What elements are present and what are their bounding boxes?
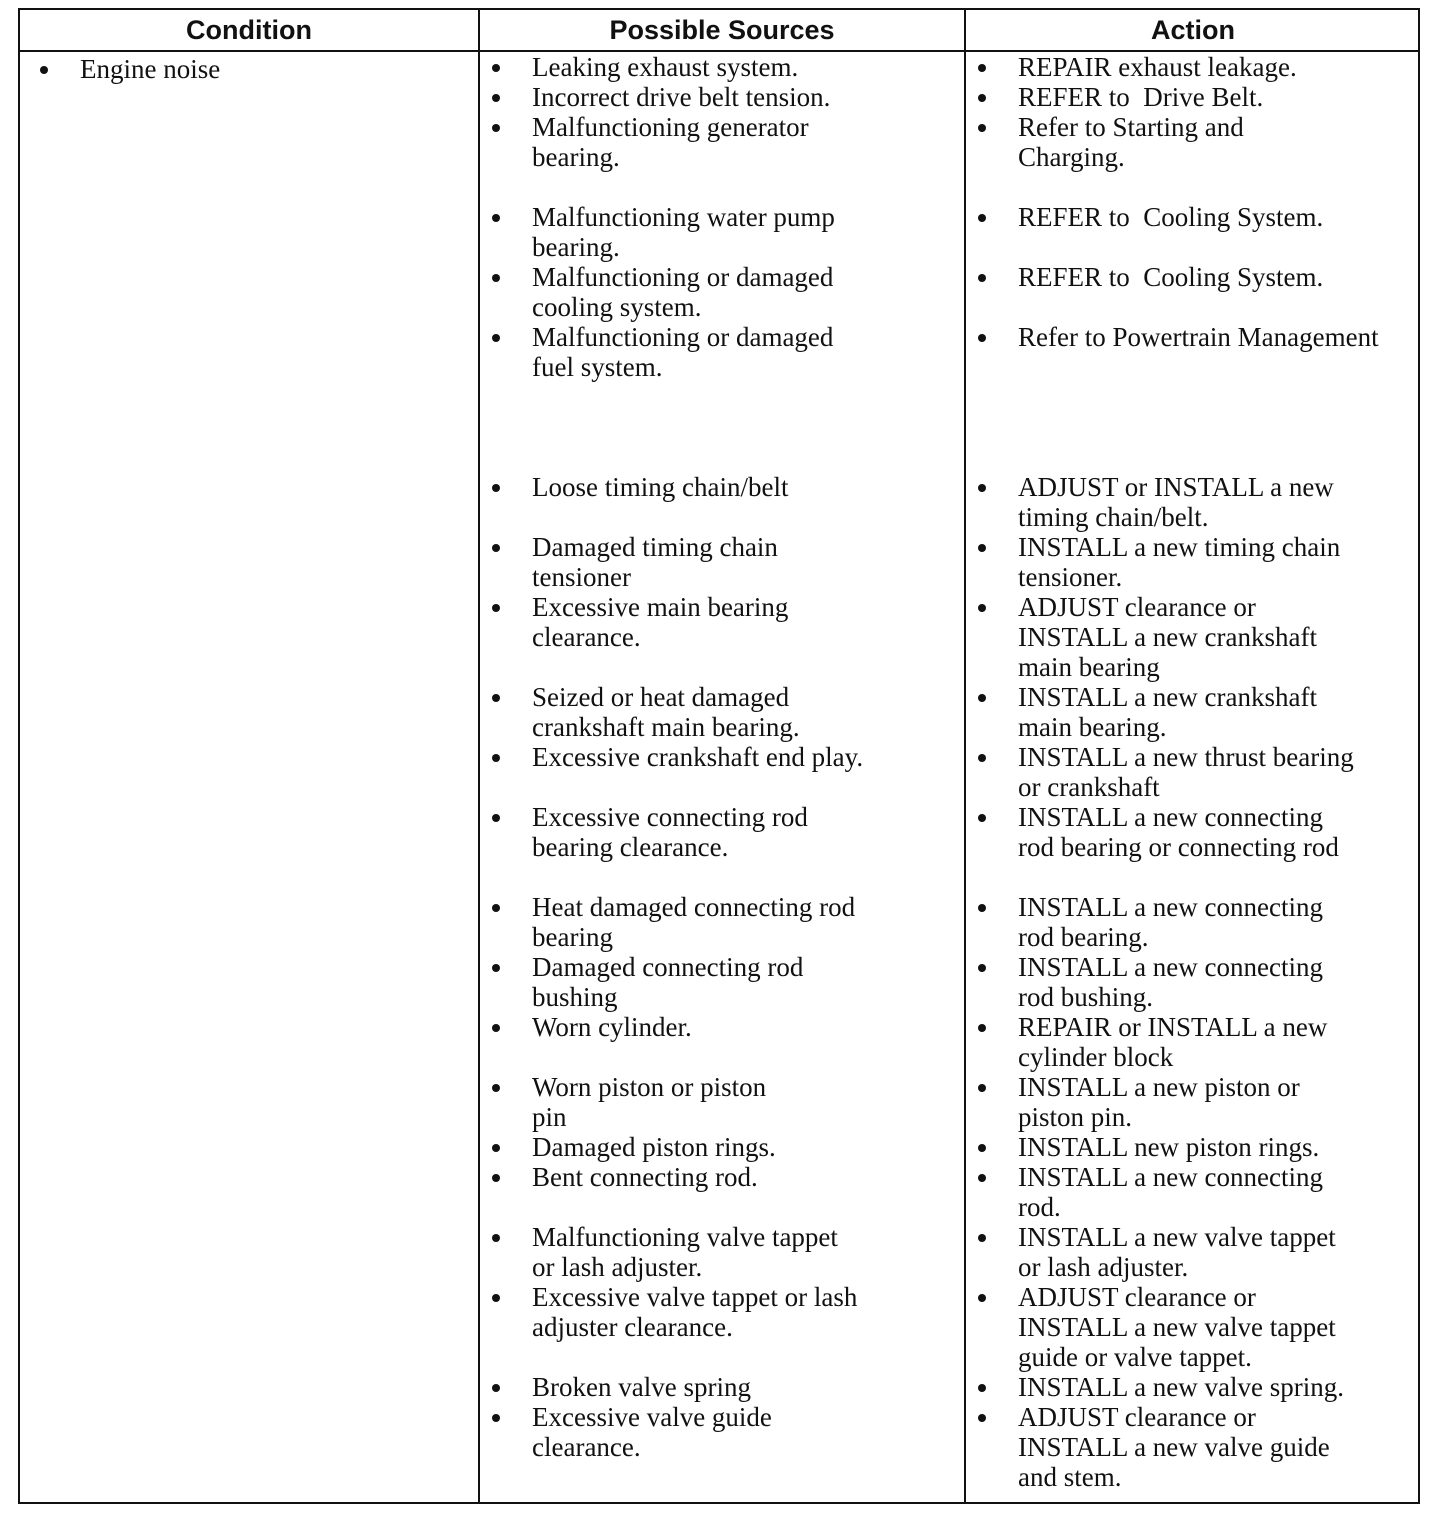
action-text: ADJUST or INSTALL a new timing chain/belt. [1018, 472, 1334, 532]
bullet-icon [492, 1084, 500, 1092]
source-text: Malfunctioning valve tappet or lash adjuster. [532, 1222, 838, 1282]
bullet-icon [978, 1024, 986, 1032]
action-text: INSTALL a new connecting rod bearing or connecting rod [1018, 802, 1339, 862]
bullet-icon [978, 904, 986, 912]
bullet-icon [492, 1384, 500, 1392]
source-text: Loose timing chain/belt [532, 472, 789, 502]
bullet-icon [492, 964, 500, 972]
bullet-icon [492, 814, 500, 822]
source-text: Incorrect drive belt tension. [532, 82, 831, 112]
action-text: ADJUST clearance or INSTALL a new valve tappet guide or valve tappet. [1018, 1282, 1336, 1372]
source-text: Damaged timing chain tensioner [532, 532, 778, 592]
bullet-icon [978, 694, 986, 702]
condition-text: Engine noise [80, 54, 221, 84]
bullet-icon [492, 124, 500, 132]
bullet-icon [492, 544, 500, 552]
action-text: INSTALL new piston rings. [1018, 1132, 1320, 1162]
source-text: Malfunctioning or damaged fuel system. [532, 322, 834, 382]
bullet-icon [978, 334, 986, 342]
bullet-icon [978, 214, 986, 222]
bullet-icon [978, 1294, 986, 1302]
bullet-icon [492, 64, 500, 72]
bullet-icon [978, 64, 986, 72]
action-text: INSTALL a new piston or piston pin. [1018, 1072, 1300, 1132]
source-text: Malfunctioning or damaged cooling system. [532, 262, 834, 322]
action-text: REFER to Drive Belt. [1018, 82, 1264, 112]
bullet-icon [492, 1144, 500, 1152]
action-text: REFER to Cooling System. [1018, 202, 1324, 232]
header-possible-sources: Possible Sources [609, 14, 835, 45]
action-text: INSTALL a new crankshaft main bearing. [1018, 682, 1317, 742]
source-text: Damaged piston rings. [532, 1132, 776, 1162]
bullet-icon [978, 274, 986, 282]
bullet-icon [492, 334, 500, 342]
source-text: Excessive crankshaft end play. [532, 742, 864, 772]
action-text: INSTALL a new thrust bearing or crankshaft [1018, 742, 1354, 802]
bullet-icon [492, 1294, 500, 1302]
bullet-icon [492, 1414, 500, 1422]
action-text: ADJUST clearance or INSTALL a new crankshaft main bearing [1018, 592, 1317, 682]
action-text: INSTALL a new connecting rod bearing. [1018, 892, 1323, 952]
action-text: INSTALL a new connecting rod. [1018, 1162, 1323, 1222]
source-text: Seized or heat damaged crankshaft main bearing. [532, 682, 800, 742]
action-text: Refer to Starting and Charging. [1018, 112, 1244, 172]
source-text: Malfunctioning water pump bearing. [532, 202, 835, 262]
bullet-icon [492, 94, 500, 102]
bullet-icon [978, 544, 986, 552]
column-divider [478, 10, 480, 1502]
bullet-icon [978, 1414, 986, 1422]
header-action: Action [1151, 14, 1235, 45]
source-text: Excessive connecting rod bearing clearance. [532, 802, 808, 862]
source-text: Excessive valve guide clearance. [532, 1402, 772, 1462]
source-text: Excessive main bearing clearance. [532, 592, 789, 652]
action-text: REFER to Cooling System. [1018, 262, 1324, 292]
bullet-icon [40, 66, 48, 74]
action-text: ADJUST clearance or INSTALL a new valve guide and stem. [1018, 1402, 1330, 1492]
action-text: INSTALL a new valve tappet or lash adjuster. [1018, 1222, 1336, 1282]
source-text: Worn cylinder. [532, 1012, 692, 1042]
bullet-icon [492, 1024, 500, 1032]
bullet-icon [978, 964, 986, 972]
bullet-icon [492, 274, 500, 282]
bullet-icon [978, 754, 986, 762]
troubleshooting-table [18, 8, 1420, 1504]
bullet-icon [978, 94, 986, 102]
action-text: INSTALL a new timing chain tensioner. [1018, 532, 1341, 592]
source-text: Excessive valve tappet or lash adjuster clearance. [532, 1282, 858, 1342]
action-text: INSTALL a new connecting rod bushing. [1018, 952, 1323, 1012]
source-text: Leaking exhaust system. [532, 52, 799, 82]
bullet-icon [492, 214, 500, 222]
bullet-icon [978, 1084, 986, 1092]
bullet-icon [978, 1234, 986, 1242]
source-text: Heat damaged connecting rod bearing [532, 892, 856, 952]
bullet-icon [492, 604, 500, 612]
action-text: Refer to Powertrain Management [1018, 322, 1379, 352]
bullet-icon [492, 754, 500, 762]
bullet-icon [978, 1174, 986, 1182]
action-text: REPAIR exhaust leakage. [1018, 52, 1297, 82]
bullet-icon [978, 604, 986, 612]
bullet-icon [492, 694, 500, 702]
source-text: Bent connecting rod. [532, 1162, 758, 1192]
bullet-icon [978, 1144, 986, 1152]
source-text: Worn piston or piston pin [532, 1072, 767, 1132]
bullet-icon [492, 904, 500, 912]
column-divider [964, 10, 966, 1502]
bullet-icon [492, 1234, 500, 1242]
source-text: Broken valve spring [532, 1372, 751, 1402]
source-text: Malfunctioning generator bearing. [532, 112, 809, 172]
bullet-icon [978, 124, 986, 132]
source-text: Damaged connecting rod bushing [532, 952, 804, 1012]
bullet-icon [978, 814, 986, 822]
bullet-icon [492, 1174, 500, 1182]
action-text: REPAIR or INSTALL a new cylinder block [1018, 1012, 1328, 1072]
action-text: INSTALL a new valve spring. [1018, 1372, 1345, 1402]
bullet-icon [978, 1384, 986, 1392]
bullet-icon [492, 484, 500, 492]
header-condition: Condition [186, 14, 312, 45]
bullet-icon [978, 484, 986, 492]
